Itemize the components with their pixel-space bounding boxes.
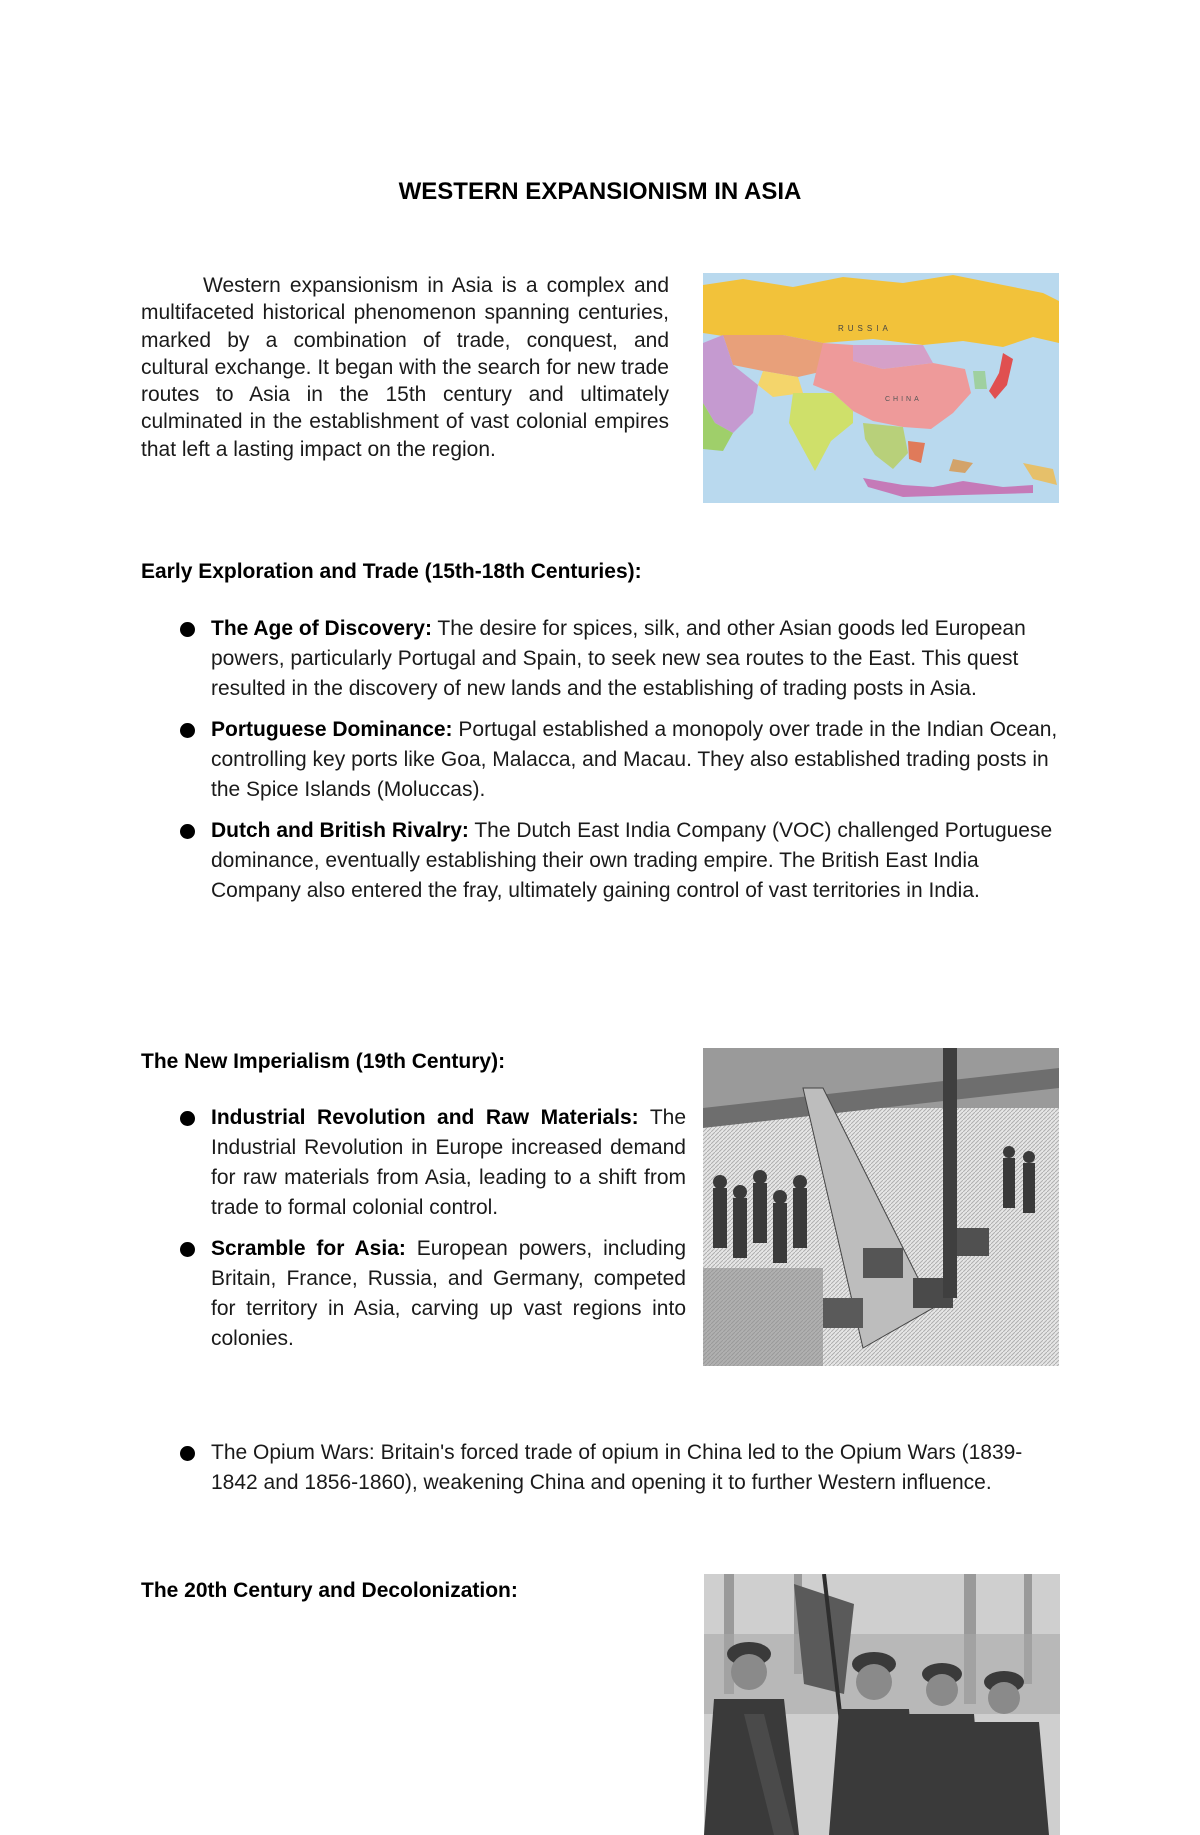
- section-heading-early-exploration: Early Exploration and Trade (15th-18th Centuries):: [141, 560, 642, 583]
- item-text: The Opium Wars: Britain's forced trade of opium in China led to the Opium Wars (1839-1842 and 1856-1860), weakening China and opening it to further Western influence.: [211, 1441, 1023, 1494]
- list-item: [141, 1438, 1066, 1498]
- intro-text: Western expansionism in Asia is a complex and multifaceted historical phenomenon spanning centuries, marked by a combination of trade, conquest, and cultural exchange. It began with the search for new trade routes to Asia in the 15th century and ultimately culminated in the establishment of vast colonial empires that left a lasting impact on the region.: [141, 274, 669, 461]
- map-label-russia: RUSSIA: [838, 324, 892, 333]
- soldiers-photo-image: [704, 1574, 1060, 1835]
- item-label: Scramble for Asia:: [211, 1237, 406, 1260]
- item-text: The Dutch East India Company (VOC) challenged Portuguese dominance, eventually establishing their own trading empire. The British East India Company also entered the fray, ultimately gaining control of vast territories in India.: [211, 819, 1053, 902]
- list-item: [141, 1234, 686, 1354]
- item-text: The Industrial Revolution in Europe increased demand for raw materials from Asia, leading to a shift from trade to formal colonial control.: [211, 1106, 686, 1219]
- item-text: European powers, including Britain, France, Russia, and Germany, competed for territory in Asia, carving up vast regions into colonies.: [211, 1237, 686, 1350]
- bullet-icon: [180, 723, 195, 738]
- early-exploration-list: [141, 614, 1066, 906]
- industrial-engraving-image: [703, 1048, 1059, 1366]
- item-text: Portugal established a monopoly over trade in the Indian Ocean, controlling key ports like Goa, Malacca, and Macau. They also established trading posts in the Spice Islands (Moluccas).: [211, 718, 1058, 801]
- list-item: [141, 1103, 686, 1223]
- bullet-icon: [180, 824, 195, 839]
- list-item: [141, 614, 1066, 704]
- item-label: Dutch and British Rivalry:: [211, 819, 469, 842]
- item-text: The desire for spices, silk, and other Asian goods led European powers, particularly Portugal and Spain, to seek new sea routes to the East. This quest resulted in the discovery of new lands and the establishing of trading posts in Asia.: [211, 617, 1026, 700]
- list-item: [141, 816, 1066, 906]
- bullet-icon: [180, 622, 195, 637]
- new-imperialism-list: [141, 1103, 686, 1354]
- bullet-icon: [180, 1446, 195, 1461]
- map-label-china: CHINA: [885, 396, 922, 403]
- list-item: [141, 715, 1066, 805]
- intro-paragraph: [141, 272, 669, 463]
- bullet-icon: [180, 1111, 195, 1126]
- opium-wars-list: [141, 1438, 1066, 1498]
- asia-map-image: [703, 273, 1059, 503]
- page-title: WESTERN EXPANSIONISM IN ASIA: [398, 178, 802, 205]
- item-label: Portuguese Dominance:: [211, 718, 453, 741]
- item-label: The Age of Discovery:: [211, 617, 432, 640]
- section-heading-new-imperialism: The New Imperialism (19th Century):: [141, 1050, 506, 1073]
- bullet-icon: [180, 1242, 195, 1257]
- section-heading-decolonization: The 20th Century and Decolonization:: [141, 1579, 518, 1602]
- item-label: Industrial Revolution and Raw Materials:: [211, 1106, 639, 1129]
